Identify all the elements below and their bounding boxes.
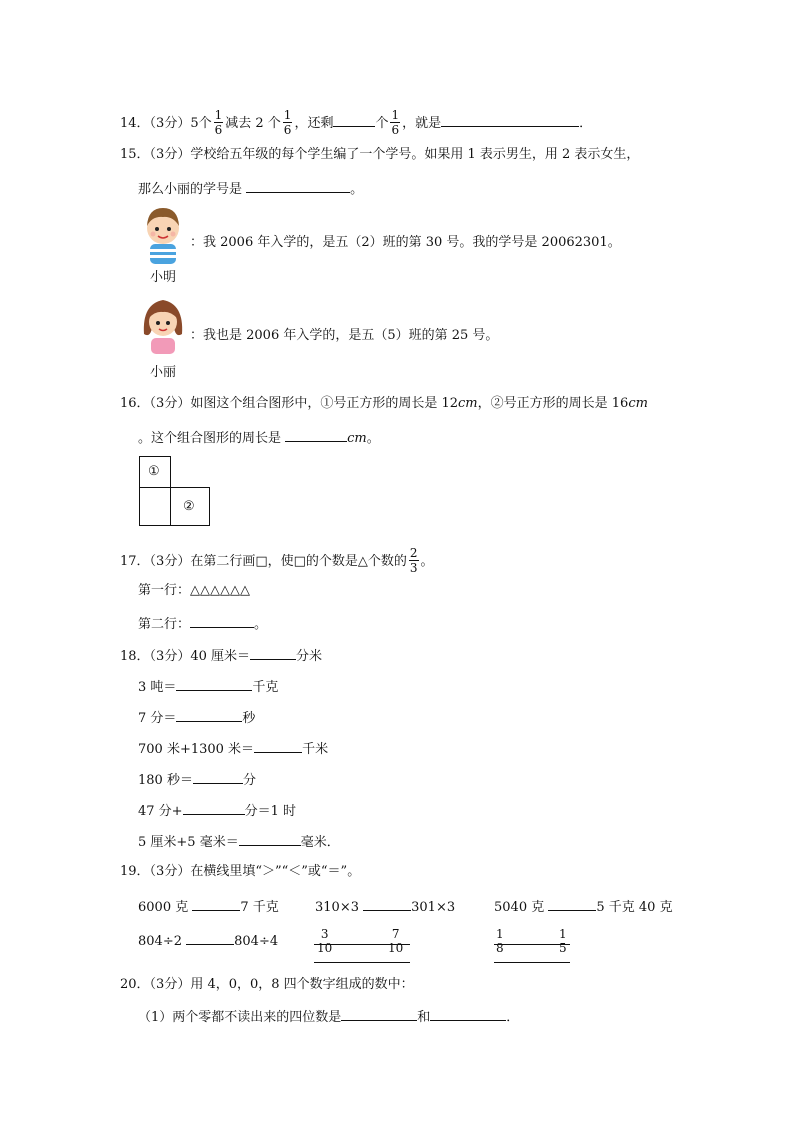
girl-avatar-icon [140, 294, 186, 354]
q19-fraction-compare [387, 929, 404, 955]
q19-fraction-line [314, 944, 410, 945]
q18-item: 3 吨＝ 千克 [138, 680, 279, 695]
q18-number: 18．（3分） [120, 649, 191, 664]
square-1-label: ① [148, 464, 160, 479]
answer-blank[interactable] [250, 647, 296, 660]
answer-blank[interactable] [192, 898, 240, 911]
q18-line: 18．（3分）40 厘米＝ 分米 [120, 649, 323, 664]
answer-blank[interactable] [254, 740, 302, 753]
fraction: 1 8 [496, 927, 504, 955]
q19-fraction-compare [558, 929, 568, 955]
q18-item: 700 米+1300 米＝ 千米 [138, 742, 329, 757]
answer-blank[interactable] [186, 932, 234, 945]
q18-item: 5 厘米+5 毫米＝ 毫米． [138, 835, 340, 850]
q18-item: 180 秒＝ 分 [138, 773, 256, 788]
xiaoming-speech: ：我 2006 年入学的，是五（2）班的第 30 号。我的学号是 20062301。 [190, 235, 621, 250]
xiaoli-name: 小丽 [150, 365, 177, 380]
fraction: 1 5 [559, 927, 567, 955]
fraction: $\frac{1}{6}$ [214, 108, 223, 137]
q19-compare: 804÷2 804÷4 [138, 934, 279, 949]
answer-blank[interactable] [190, 615, 254, 628]
square-lower-left [139, 487, 171, 526]
fraction: $\frac{1}{6}$ [391, 108, 400, 137]
q16-line1: 16．（3分）如图这个组合图形中，①号正方形的周长是 12cm，②号正方形的周长是 16cm [120, 396, 648, 411]
q19-compare: 310×3 301×3 [315, 900, 456, 915]
q18-item: 47 分+ 分＝1 时 [138, 804, 296, 819]
answer-blank[interactable] [246, 180, 350, 193]
answer-blank[interactable] [183, 802, 245, 815]
q17-row1: 第一行：△△△△△△ [138, 583, 250, 598]
answer-blank[interactable] [441, 114, 579, 127]
fraction: 7 10 [388, 927, 404, 955]
answer-blank[interactable] [363, 898, 411, 911]
boy-avatar-icon [140, 202, 186, 264]
answer-blank[interactable] [548, 898, 596, 911]
q19-line: 19．（3分）在横线里填“＞”“＜”或“＝”。 [120, 864, 361, 879]
fraction: 3 10 [317, 927, 333, 955]
q15-line2: 那么小丽的学号是 。 [138, 182, 364, 197]
q19-fraction-underline [494, 962, 570, 963]
q20-line: 20．（3分）用 4，0，0，8 四个数字组成的数中： [120, 977, 414, 992]
q19-fraction-line [494, 944, 570, 945]
answer-blank[interactable] [176, 678, 252, 691]
answer-blank[interactable] [341, 1008, 417, 1021]
q16-number: 16．（3分） [120, 396, 191, 411]
q19-fraction-compare [495, 929, 505, 955]
q17-row2: 第二行： 。 [138, 617, 268, 632]
xiaoli-speech: ：我也是 2006 年入学的，是五（5）班的第 25 号。 [190, 328, 499, 343]
q15-number: 15．（3分） [120, 147, 191, 162]
q19-number: 19．（3分） [120, 864, 191, 879]
q19-compare: 6000 克 7 千克 [138, 900, 279, 915]
q14-number: 14．（3分） [120, 116, 191, 131]
fraction: $\frac{1}{6}$ [283, 108, 292, 137]
q15-line1: 15．（3分）学校给五年级的每个学生编了一个学号。如果用 1 表示男生，用 2 表示女生， [120, 147, 640, 162]
q19-fraction-underline [314, 962, 410, 963]
q17-line: 17．（3分）在第二行画□，使□的个数是△个数的 $\frac{2}{3}$ 。 [120, 546, 434, 575]
answer-blank[interactable] [430, 1008, 506, 1021]
q20-number: 20．（3分） [120, 977, 191, 992]
q18-item: 7 分＝ 秒 [138, 711, 256, 726]
q16-line2: 。这个组合图形的周长是 cm。 [138, 431, 380, 446]
answer-blank[interactable] [193, 771, 243, 784]
answer-blank[interactable] [239, 833, 301, 846]
q19-fraction-compare [316, 929, 333, 955]
q17-number: 17．（3分） [120, 554, 191, 569]
square-2-label: ② [183, 499, 195, 514]
q20-sub1: （1）两个零都不读出来的四位数是 和 ． [138, 1010, 520, 1025]
xiaoming-name: 小明 [150, 270, 177, 285]
answer-blank[interactable] [285, 429, 347, 442]
answer-blank[interactable] [333, 114, 375, 127]
q19-compare: 5040 克 5 千克 40 克 [494, 900, 673, 915]
q14-line: 14．（3分）5个 $\frac{1}{6}$ 减去 2 个 $\frac{1}{6}$ ，还剩 个 $\frac{1}{6}$ ，就是 ． [120, 108, 593, 137]
answer-blank[interactable] [176, 709, 242, 722]
fraction: $\frac{2}{3}$ [409, 546, 418, 575]
